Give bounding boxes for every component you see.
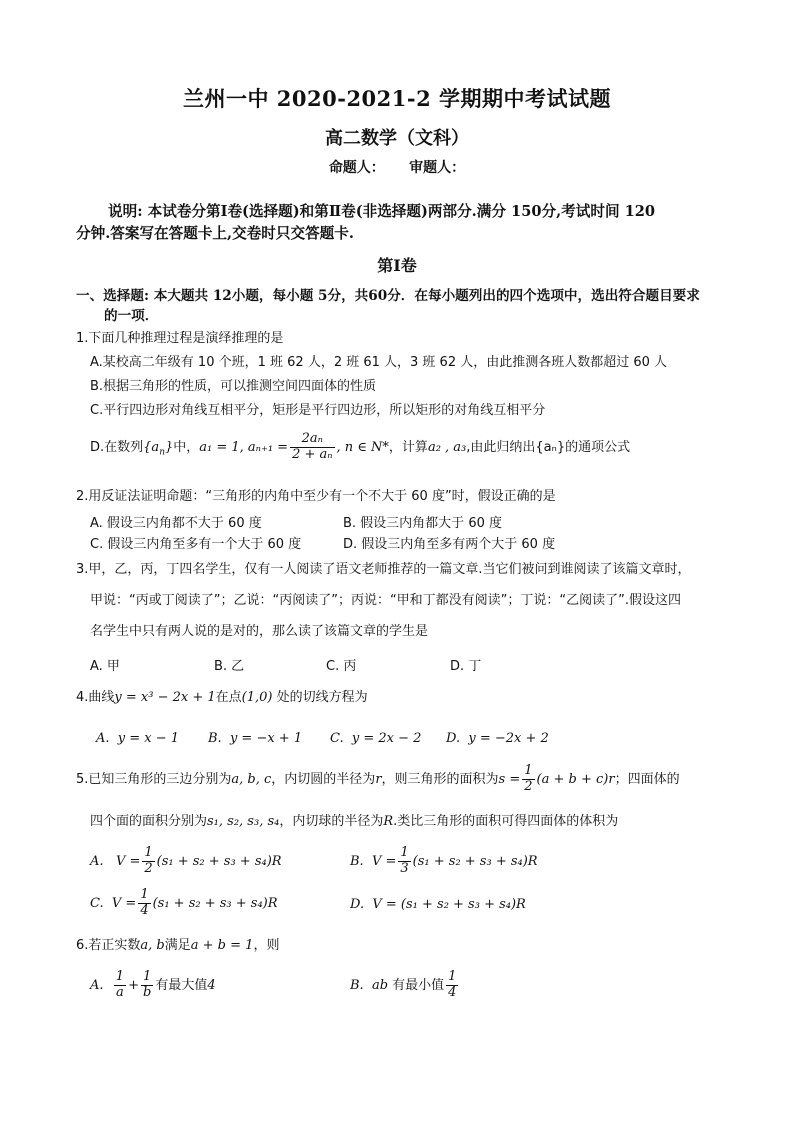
q1-d-mid2: , n ∈ N*: [336, 439, 389, 455]
section-one-line-2: 的一项．: [104, 308, 159, 324]
q5-b-lhs: V =: [371, 853, 397, 869]
q4-b-label: B.: [208, 731, 222, 746]
notice-line-2: 分钟.答案写在答题卡上,交卷时只交答题卡.: [76, 225, 354, 242]
q5-suffix: ；四面体的: [614, 771, 680, 787]
q5-line2-mid: ，内切球的半径为: [279, 814, 384, 829]
q6-suffix: ，则: [253, 938, 280, 953]
q4-point: (1,0): [241, 690, 273, 705]
q6-b-label: B.: [350, 977, 364, 993]
q5-half-den: 2: [524, 778, 533, 794]
q6-a-frac-2-num: 1: [141, 970, 153, 986]
q4-a-label: A.: [96, 731, 110, 746]
q5-a-fraction: [142, 846, 154, 877]
q2-option-c: C. 假设三内角至多有一个大于 60 度: [90, 537, 302, 552]
q1-d-fraction-den: 2 + aₙ: [292, 446, 333, 462]
q5-faces: s₁, s₂, s₃, s₄: [207, 814, 280, 829]
q5-option-b: [350, 846, 538, 877]
q2-option-b: B. 假设三内角都大于 60 度: [343, 516, 502, 531]
q6-mid: 满足: [164, 938, 191, 953]
q5-half-num: 1: [524, 763, 533, 778]
q5-a-rest: (s₁ + s₂ + s₃ + s₄)R: [156, 853, 282, 869]
q5-s-expr: s =: [498, 771, 521, 787]
q5-b-label: B.: [350, 853, 364, 869]
q6-b-fraction: [446, 970, 458, 1001]
q1-d-fraction-num: 2aₙ: [290, 432, 334, 448]
q1-d-mid3: ，计算: [388, 439, 428, 455]
q6-a-frac-1: [114, 970, 126, 1001]
q2-option-a: A. 假设三内角都不大于 60 度: [90, 516, 262, 531]
q5-d-label: D.: [350, 897, 365, 912]
q6-a-val: 4: [207, 977, 216, 993]
q4-d-expr: y = −2x + 2: [468, 731, 549, 746]
q4-option-d: [446, 731, 549, 746]
q1-d-cond: a₁ = 1, aₙ₊₁ =: [199, 439, 289, 455]
q5-c-den: 4: [140, 902, 149, 918]
q6-cond: a + b = 1: [190, 938, 254, 953]
q6-prefix: 6.若正实数: [76, 938, 141, 953]
q3-line-1: 3.甲，乙，丙，丁四名学生，仅有一人阅读了语文老师推荐的一篇文章.当它们被问到谁阅读了该篇文章时，: [76, 562, 691, 577]
q2-option-d: D. 假设三内角至多有两个大于 60 度: [343, 537, 556, 552]
q5-r: r: [375, 771, 382, 787]
q5-R: R: [383, 814, 394, 829]
q5-mid1: ，内切圆的半径为: [271, 771, 376, 787]
q1-d-prefix: D.在数列: [90, 439, 144, 455]
q6-a-text: 有最大值: [155, 977, 208, 993]
q5-a-lhs: V =: [115, 853, 141, 869]
q5-option-a: [90, 846, 282, 877]
q1-stem: 1.下面几种推理过程是演绎推理的是: [76, 331, 284, 346]
q5-line2-prefix: 四个面的面积分别为: [90, 814, 208, 829]
q5-line2-suffix: .类比三角形的面积可得四面体的体积为: [393, 814, 619, 829]
q5-b-den: 3: [400, 860, 409, 876]
q5-c-fraction: [138, 888, 150, 919]
q5-option-c: [90, 888, 278, 919]
q4-a-expr: y = x − 1: [117, 731, 180, 746]
q3-line-3: 名学生中只有两人说的是对的，那么读了该篇文章的学生是: [90, 624, 429, 639]
q6-option-b: [350, 970, 460, 1001]
q6-b-text: 有最小值: [388, 977, 445, 993]
part-one-heading: 第Ⅰ卷: [377, 256, 417, 275]
notice-line-1: 说明: 本试卷分第Ⅰ卷(选择题)和第Ⅱ卷(非选择题)两部分.满分 150分,考试时间 120: [108, 203, 656, 220]
q6-b-num: 1: [448, 969, 457, 984]
q4-stem: [76, 690, 368, 706]
q5-s-rest: (a + b + c)r: [536, 771, 615, 787]
q4-c-label: C.: [330, 731, 344, 746]
q1-option-c: C.平行四边形对角线互相平分，矩形是平行四边形，所以矩形的对角线互相平分: [90, 403, 546, 418]
q5-a-num: 1: [144, 845, 153, 860]
q4-stem-prefix: 4.曲线: [76, 690, 115, 705]
q1-d-mid1: 中，: [173, 439, 200, 455]
q6-b-den: 4: [448, 984, 457, 1000]
q3-option-c: C. 丙: [326, 659, 357, 674]
q1-d-fraction: [290, 432, 334, 463]
q6-a-frac-2-den: b: [142, 984, 152, 1000]
q5-half-fraction: [522, 764, 534, 795]
q1-option-b: B.根据三角形的性质，可以推测空间四面体的性质: [90, 379, 377, 394]
q5-c-rest: (s₁ + s₂ + s₃ + s₄)R: [152, 895, 278, 911]
q1-option-a: A.某校高二年级有 10 个班，1 班 62 人，2 班 61 人，3 班 62 人，由此推测各班人数都超过 60 人: [90, 355, 668, 370]
q3-option-b: B. 乙: [214, 659, 245, 674]
q5-prefix: 5.已知三角形的三边分别为: [76, 771, 232, 787]
q4-stem-mid: 在点: [215, 690, 242, 705]
q5-sides: a, b, c: [231, 771, 272, 787]
q3-line-2: 甲说：“丙或丁阅读了”；乙说：“丙阅读了”；丙说：“甲和丁都没有阅读”；丁说：“乙阅读了”.假设这四: [90, 593, 682, 608]
section-one-line-1: 一、选择题: 本大题共 12小题，每小题 5分，共60分．在每小题列出的四个选项中，选出符合题目要求: [76, 288, 700, 304]
q5-b-rest: (s₁ + s₂ + s₃ + s₄)R: [412, 853, 538, 869]
q4-curve: y = x³ − 2x + 1: [114, 690, 216, 705]
q5-a-den: 2: [144, 860, 153, 876]
q1-d-calc: a₂ , a₃: [427, 439, 467, 455]
q5-line-1: [76, 764, 680, 795]
q1-option-d: [90, 432, 630, 463]
exam-authors: 命题人： 审题人：: [328, 160, 466, 176]
q5-c-num: 1: [140, 887, 149, 902]
q5-b-num: 1: [400, 845, 409, 860]
q1-d-seq-open: {a: [143, 439, 160, 455]
exam-title: 兰州一中 2020-2021-2 学期期中考试试题: [182, 86, 612, 111]
q6-a-plus: +: [128, 977, 139, 993]
q6-a-label: A.: [90, 977, 104, 993]
q2-stem: 2.用反证法证明命题：“三角形的内角中至少有一个不大于 60 度”时，假设正确的是: [76, 489, 556, 504]
q6-a-frac-1-num: 1: [115, 969, 125, 984]
q6-option-a: [90, 970, 216, 1001]
q6-a-frac-2: [141, 970, 153, 1001]
q5-c-lhs: V =: [111, 895, 137, 911]
q4-stem-suffix: 处的切线方程为: [272, 690, 368, 705]
q5-mid2: ，则三角形的面积为: [381, 771, 499, 787]
q5-option-d: [350, 897, 526, 912]
q4-b-expr: y = −x + 1: [229, 731, 303, 746]
q4-option-b: [208, 731, 302, 746]
q6-vars: a, b: [140, 938, 165, 953]
q1-d-seq: $\{a_n\}$: [143, 439, 174, 458]
q6-stem: [76, 938, 279, 954]
exam-subtitle: 高二数学（文科）: [325, 128, 469, 149]
q5-d-expr: V = (s₁ + s₂ + s₃ + s₄)R: [372, 897, 526, 912]
q4-c-expr: y = 2x − 2: [351, 731, 422, 746]
q4-option-c: [330, 731, 421, 746]
q3-option-a: A. 甲: [90, 659, 120, 674]
q6-b-ab: ab: [371, 977, 389, 993]
q4-option-a: [96, 731, 179, 746]
q5-c-label: C.: [90, 895, 104, 911]
q6-a-frac-1-den: a: [116, 984, 124, 1000]
q5-line-2: [90, 814, 618, 830]
q5-a-label: A.: [90, 853, 104, 869]
q4-d-label: D.: [446, 731, 461, 746]
q3-option-d: D. 丁: [450, 659, 482, 674]
q1-d-suffix: ,由此归纳出{aₙ}的通项公式: [466, 439, 631, 455]
q5-b-fraction: [398, 846, 410, 877]
